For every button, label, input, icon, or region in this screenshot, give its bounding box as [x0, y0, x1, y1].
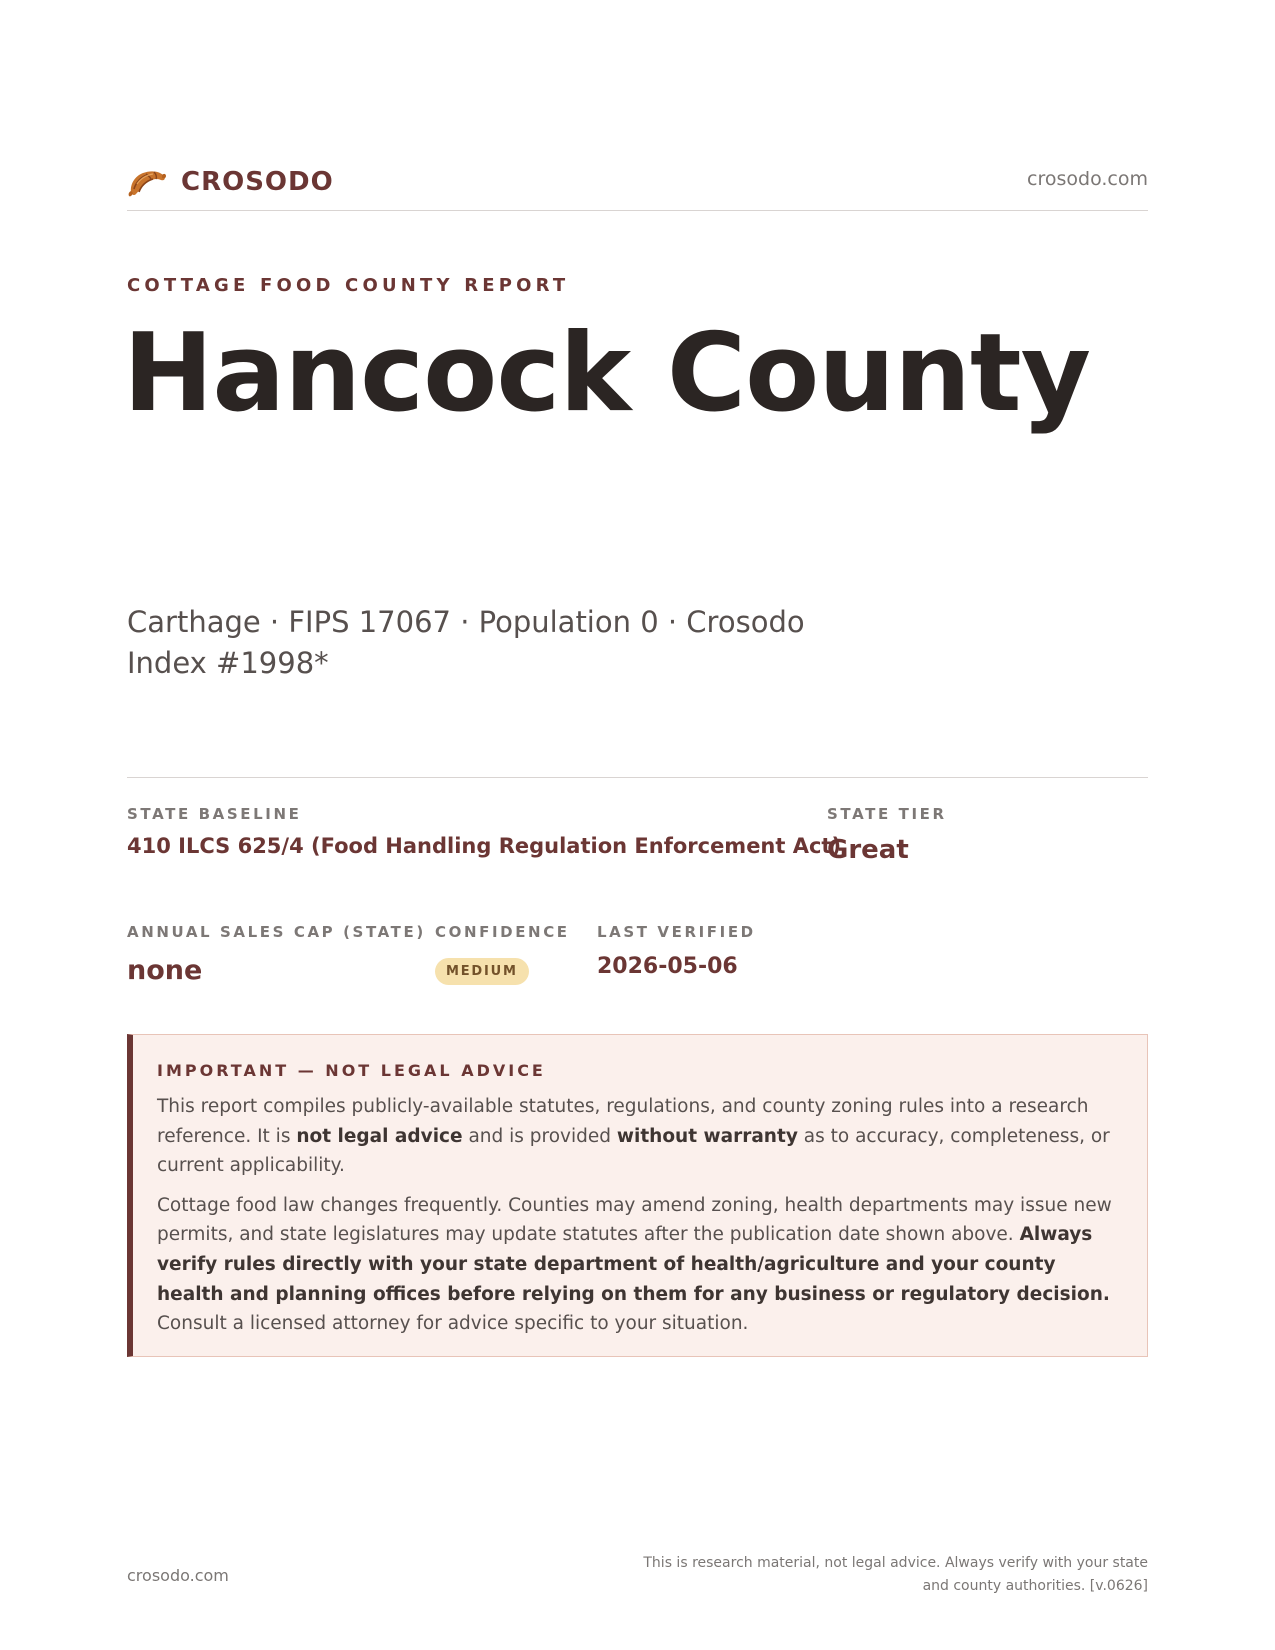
state-baseline-field — [127, 805, 841, 858]
sales-cap-value: none — [127, 955, 203, 986]
notice-title: IMPORTANT — NOT LEGAL ADVICE — [157, 1061, 546, 1080]
footer-site[interactable]: crosodo.com — [127, 1566, 229, 1585]
confidence-badge: MEDIUM — [435, 958, 529, 985]
confidence-label: CONFIDENCE — [435, 923, 570, 941]
state-tier-label: STATE TIER — [827, 805, 947, 823]
state-baseline-label: STATE BASELINE — [127, 805, 302, 823]
site-url[interactable]: crosodo.com — [1027, 168, 1148, 190]
last-verified-field — [597, 923, 756, 979]
state-tier-value: Great — [827, 835, 909, 865]
brand-name: CROSODO — [181, 167, 334, 197]
legal-notice — [127, 1034, 1148, 1357]
state-baseline-value: 410 ILCS 625/4 (Food Handling Regulation Enforcement Act) — [127, 834, 842, 858]
county-subtitle: Carthage · FIPS 17067 · Population 0 · Crosodo Index #1998* — [127, 605, 805, 680]
last-verified-label: LAST VERIFIED — [597, 923, 756, 941]
confidence-field — [435, 923, 570, 985]
footer-disclaimer: This is research material, not legal advice. Always verify with your state and county authorities. [v.0626] — [643, 1555, 1148, 1594]
croissant-icon — [127, 162, 167, 202]
report-eyebrow: COTTAGE FOOD COUNTY REPORT — [127, 275, 570, 296]
notice-paragraph-2: Cottage food law changes frequently. Counties may amend zoning, health departments may issue new permits, and state legislatures may update statutes after the publication date shown above. Always verify rules directly with your state department of health/agriculture and your county health and planning offices before relying on them for any business or regulatory decision. Consult a licensed attorney for advice specific to your situation. — [157, 1194, 1112, 1335]
county-title: Hancock County — [123, 311, 1091, 436]
state-tier-field — [827, 805, 947, 865]
sales-cap-label: ANNUAL SALES CAP (STATE) — [127, 923, 426, 941]
page-header — [127, 158, 1148, 211]
section-divider — [127, 777, 1148, 778]
notice-paragraph-1: This report compiles publicly-available statutes, regulations, and county zoning rules into a research reference. It is not legal advice and is provided without warranty as to accuracy, completeness, or current applicability. — [157, 1096, 1110, 1177]
sales-cap-field — [127, 923, 426, 986]
last-verified-value: 2026-05-06 — [597, 954, 738, 979]
report-page — [123, 0, 1148, 1650]
brand — [127, 162, 334, 202]
